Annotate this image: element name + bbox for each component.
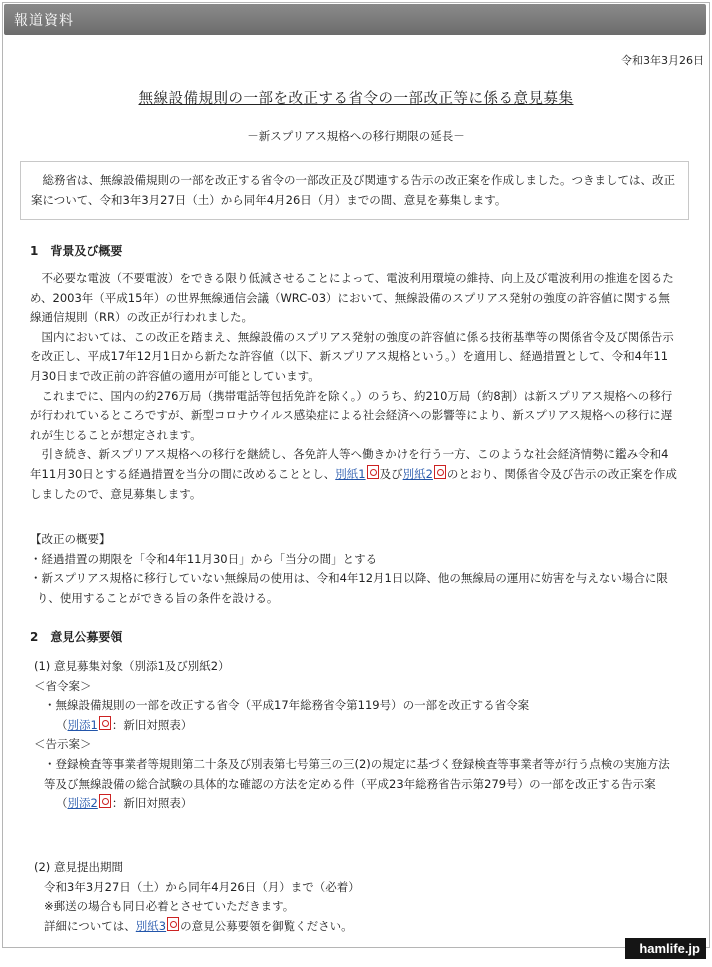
item1-heading: (1) 意見募集対象（別添1及び別紙2） (34, 659, 230, 673)
page-subtitle: －新スプリアス規格への移行期限の延長－ (247, 129, 465, 143)
details-line (30, 917, 678, 937)
submission-period (30, 858, 678, 936)
press-release-header (4, 4, 706, 35)
link-bessi-3[interactable]: 別紙3 (135, 918, 167, 933)
section2-body (30, 657, 678, 814)
pdf-icon (367, 465, 379, 479)
notice-attachment: （別添2 ：新旧対照表） (56, 796, 193, 811)
revision-overview (30, 530, 678, 608)
details-text-b: の意見公募要領を御覧ください。 (180, 918, 353, 933)
para4-text-b: のとおり、関係省令及び告示の改正案を作成しましたので、意見募集します。 (30, 466, 677, 501)
pdf-icon (99, 716, 111, 730)
pdf-icon (434, 465, 446, 479)
mail-note: ※郵送の場合も同日必着とさせていただきます。 (44, 899, 295, 914)
notice-note: ：新旧対照表） (111, 796, 193, 811)
pdf-icon (167, 917, 179, 931)
background-para-4 (30, 445, 678, 504)
notice-label: ＜告示案＞ (34, 737, 92, 752)
header-title: 報道資料 (14, 13, 74, 29)
section1-heading: 1 背景及び概要 (30, 244, 123, 258)
ordinance-label: ＜省令案＞ (34, 678, 92, 693)
page-title: 無線設備規則の一部を改正する省令の一部改正等に係る意見募集 (138, 91, 574, 107)
section2-heading: 2 意見公募要領 (30, 630, 123, 644)
background-para-3: これまでに、国内の約276万局（携帯電話等包括免許を除く。）のうち、約210万局（約8割）は新スプリアス規格への移行が行われているところですが、新型コロナウイルス感染症による社会経済への影響等により、新スプリアス規格への移行に遅れが生じることが想定されます。 (30, 388, 673, 442)
item2-heading: (2) 意見提出期間 (34, 860, 123, 874)
link-bessi-2[interactable]: 別紙2 (402, 466, 433, 481)
para4-text-a: 引き続き、新スプリアス規格への移行を継続し、各免許人等へ働きかけを行う一方、このような社会経済情勢に鑑み令和4年11月30日とする経過措置を当分の間に改めることとし、 (30, 447, 669, 481)
ordinance-attachment: （別添1 ：新旧対照表） (56, 717, 193, 732)
link-attachment-1[interactable]: 別添1 (67, 717, 98, 732)
background-para-1: 不必要な電波（不要電波）をできる限り低減させることによって、電波利用環境の維持、向上及び電波利用の推進を図るため、2003年（平成15年）の世界無線通信会議（WRC-03）において、無線設備のスプリアス発射の強度の許容値に関する無線通信規則（RR）の改正が行われました。 (30, 271, 674, 325)
pdf-icon (99, 794, 111, 808)
details-text-a: 詳細については、 (44, 918, 136, 933)
overview-item-2: ・新スプリアス規格に移行していない無線局の使用は、令和4年12月1日以降、他の無線局の運用に妨害を与えない場合に限り、使用することができる旨の条件を設ける。 (30, 571, 668, 605)
summary-text: 総務省は、無線設備規則の一部を改正する省令の一部改正及び関連する告示の改正案を作成しました。つきましては、改正案について、令和3年3月27日（土）から同年4月26日（月）までの間、意見を募集します。 (31, 173, 675, 207)
background-para-2: 国内においては、この改正を踏まえ、無線設備のスプリアス発射の強度の許容値に係る技術基準等の関係省令及び関係告示を改正し、平成17年12月1日から新たな許容値（以下、新スプリアス規格という。）を適用し、経過措置として、令和4年11月30日まで改正前の許容値の適用が可能としています。 (30, 329, 674, 383)
ordinance-note: ：新旧対照表） (111, 717, 193, 732)
overview-heading: 【改正の概要】 (30, 532, 111, 546)
hamlife-watermark: hamlife.jp (625, 938, 706, 959)
link-bessi-1[interactable]: 別紙1 (335, 466, 366, 481)
notice-text: ・登録検査等事業者等規則第二十条及び別表第七号第三の三(2)の規定に基づく登録検査等事業者等が行う点検の実施方法等及び無線設備の総合試験の具体的な確認の方法を定める件（平成23年総務省告示第279号）の一部を改正する告示案 (44, 756, 670, 791)
summary-box (20, 161, 689, 220)
section1-body (30, 269, 678, 504)
para4-and: 及び (379, 466, 403, 481)
overview-item-1: ・経過措置の期限を「令和4年11月30日」から「当分の間」とする (30, 551, 378, 566)
period-text: 令和3年3月27日（土）から同年4月26日（月）まで（必着） (44, 879, 360, 894)
link-attachment-2[interactable]: 別添2 (67, 796, 98, 811)
release-date: 令和3年3月26日 (621, 54, 704, 67)
ordinance-text: ・無線設備規則の一部を改正する省令（平成17年総務省令第119号）の一部を改正する省令案 (44, 698, 530, 713)
